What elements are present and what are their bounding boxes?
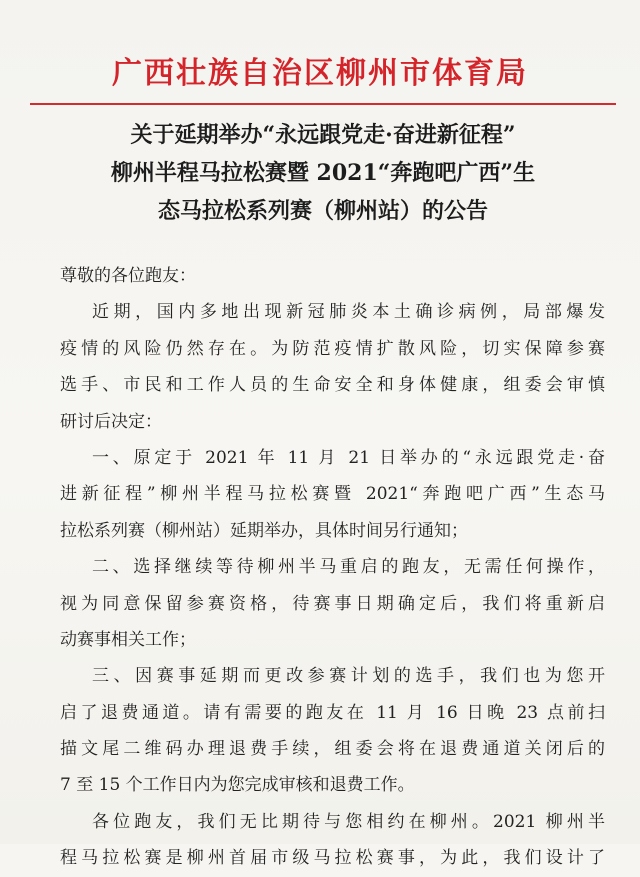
body-line: 拉松系列赛（柳州站）延期举办，具体时间另行通知； [60, 520, 468, 541]
body-line: 三、因赛事延期而更改参赛计划的选手，我们也为您开 [92, 666, 605, 687]
salutation: 尊敬的各位跑友： [60, 266, 196, 286]
body-line: 7 至 15 个工作日内为您完成审核和退费工作。 [60, 775, 415, 796]
title-line-1: 关于延期举办“永远跟党走·奋进新征程” [130, 122, 516, 148]
body-line: 疫情的风险仍然存在。为防范疫情扩散风险，切实保障参赛 [60, 338, 605, 359]
title-line-3: 态马拉松系列赛（柳州站）的公告 [157, 198, 488, 224]
body-line: 启了退费通道。请有需要的跑友在 11 月 16 日晚 23 点前扫 [60, 702, 605, 723]
body-line: 视为同意保留参赛资格，待赛事日期确定后，我们将重新启 [60, 593, 605, 614]
body-line: 选手、市民和工作人员的生命安全和身体健康，组委会审慎 [60, 375, 605, 396]
org-header: 广西壮族自治区柳州市体育局 [112, 56, 528, 91]
title-line-2: 柳州半程马拉松赛暨 2021“奔跑吧广西”生 [110, 160, 536, 186]
body-line: 研讨后决定： [60, 411, 162, 432]
body-line: 描文尾二维码办理退费手续，组委会将在退费通道关闭后的 [60, 739, 605, 760]
body-line: 一、原定于 2021 年 11 月 21 日举办的“永远跟党走·奋 [92, 447, 605, 468]
announcement-title [30, 116, 616, 230]
body-line: 近期，国内多地出现新冠肺炎本土确诊病例，局部爆发 [92, 302, 605, 323]
header-red-rule [30, 103, 616, 105]
announcement-body [60, 258, 605, 877]
body-line: 进新征程”柳州半程马拉松赛暨 2021“奔跑吧广西”生态马 [60, 484, 605, 505]
body-line: 各位跑友，我们无比期待与您相约在柳州。2021 柳州半 [92, 811, 605, 832]
body-line: 动赛事相关工作； [60, 629, 196, 650]
body-line: 二、选择继续等待柳州半马重启的跑友，无需任何操作， [92, 557, 605, 578]
body-line: 程马拉松赛是柳州首届市级马拉松赛事，为此，我们设计了 [60, 848, 605, 869]
